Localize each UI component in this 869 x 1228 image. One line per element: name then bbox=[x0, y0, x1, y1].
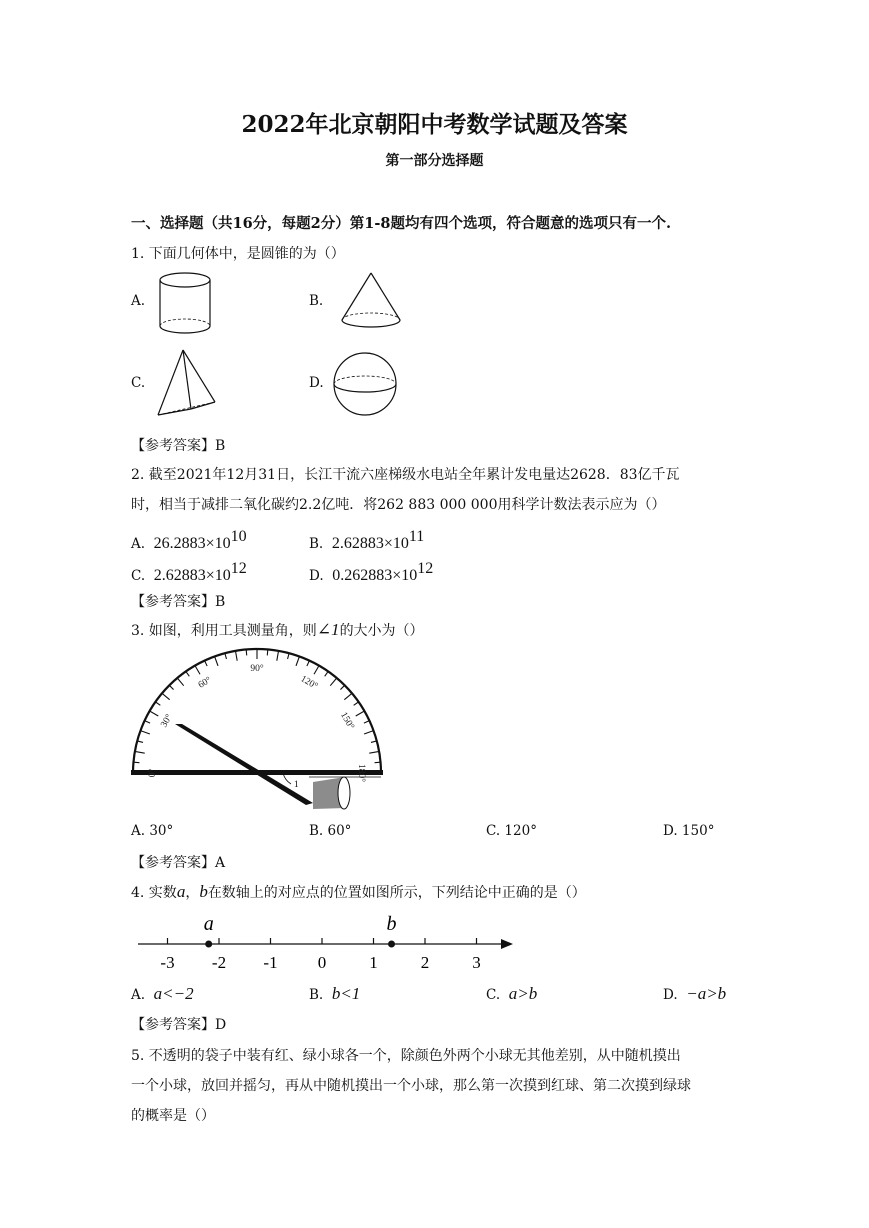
q4-option-c: C. a>b bbox=[486, 984, 538, 1003]
axis-tick-label: 2 bbox=[420, 953, 430, 972]
q3-stem: 3. 如图，利用工具测量角，则∠1的大小为（） bbox=[131, 620, 424, 639]
q4-option-a: A. a<−2 bbox=[131, 984, 194, 1003]
protractor-tick bbox=[369, 751, 379, 753]
q1-option-b-label: B. bbox=[309, 293, 324, 309]
q5-line3: 的概率是（） bbox=[131, 1108, 215, 1124]
q4-option-d: D. −a>b bbox=[663, 984, 727, 1003]
protractor-tick bbox=[162, 693, 170, 699]
protractor-tick bbox=[215, 656, 218, 665]
protractor-tick bbox=[356, 711, 365, 716]
protractor-label: 120° bbox=[298, 674, 320, 692]
number-line bbox=[133, 908, 518, 976]
protractor-tick bbox=[314, 666, 319, 675]
protractor-diagram bbox=[125, 645, 390, 815]
protractor-label: 90° bbox=[250, 664, 264, 675]
q3-answer: 【参考答案】A bbox=[131, 855, 226, 871]
q3-option-c: C. 120° bbox=[486, 823, 537, 839]
section-heading: 一、选择题（共16分，每题2分）第1-8题均有四个选项，符合题意的选项只有一个. bbox=[131, 215, 672, 232]
q4-stem: 4. 实数a，b在数轴上的对应点的位置如图所示，下列结论中正确的是（） bbox=[131, 882, 586, 901]
q1-option-d-label: D. bbox=[309, 375, 324, 391]
protractor-label: 60° bbox=[196, 675, 214, 691]
page-title: 2022年北京朝阳中考数学试题及答案 bbox=[241, 111, 628, 138]
axis-tick-label: -1 bbox=[263, 953, 278, 972]
q1-stem: 1. 下面几何体中，是圆锥的为（） bbox=[131, 246, 345, 262]
protractor-tick bbox=[330, 678, 336, 686]
protractor-tick bbox=[135, 751, 145, 753]
protractor-tick bbox=[344, 693, 352, 699]
angle-symbol: ∠1 bbox=[316, 620, 340, 639]
q1-answer: 【参考答案】B bbox=[131, 438, 226, 454]
point-label-b: b bbox=[386, 913, 397, 935]
protractor-tick bbox=[277, 651, 279, 661]
point-b bbox=[388, 941, 395, 948]
q4-answer: 【参考答案】D bbox=[131, 1017, 227, 1033]
q4-option-b: B. b<1 bbox=[309, 984, 361, 1003]
cylinder-icon bbox=[155, 268, 215, 338]
q3-option-a: A. 30° bbox=[131, 823, 174, 839]
axis-tick-label: -3 bbox=[160, 953, 175, 972]
q1-option-c-label: C. bbox=[131, 375, 146, 391]
q2-option-a: A. $26.2883\times 10^{10}$ bbox=[131, 528, 247, 552]
q1-option-a-label: A. bbox=[131, 293, 146, 309]
protractor-label: 150° bbox=[338, 710, 356, 732]
protractor-tick bbox=[296, 656, 299, 665]
protractor-tick bbox=[235, 651, 237, 661]
axis-tick-label: -2 bbox=[211, 953, 227, 972]
protractor-label: 180° bbox=[355, 763, 366, 783]
protractor-tick bbox=[150, 711, 159, 716]
q5-line2: 一个小球，放回并摇匀，再从中随机摸出一个小球，那么第一次摸到红球、第二次摸到绿球 bbox=[131, 1078, 691, 1094]
protractor-tick bbox=[140, 731, 149, 734]
q2-option-c: C. $2.62883\times 10^{12}$ bbox=[131, 560, 247, 584]
protractor-tick bbox=[364, 731, 373, 734]
angle-label: 1 bbox=[294, 779, 299, 789]
q2-line1: 2. 截至2021年12月31日，长江干流六座梯级水电站全年累计发电量达2628．83亿千瓦 bbox=[131, 467, 680, 483]
protractor-tick bbox=[195, 666, 200, 675]
sphere-icon bbox=[330, 350, 402, 418]
point-label-a: a bbox=[203, 913, 214, 935]
protractor-label: 0° bbox=[148, 768, 159, 778]
cone-icon bbox=[336, 270, 406, 332]
point-a bbox=[205, 941, 212, 948]
axis-tick-label: 3 bbox=[472, 953, 481, 972]
q2-answer: 【参考答案】B bbox=[131, 594, 226, 610]
protractor-tick bbox=[177, 678, 183, 686]
page-subtitle: 第一部分选择题 bbox=[385, 153, 484, 169]
axis-tick-label: 0 bbox=[317, 953, 327, 972]
q5-line1: 5. 不透明的袋子中装有红、绿小球各一个，除颜色外两个小球无其他差别，从中随机摸出 bbox=[131, 1048, 681, 1064]
q2-option-d: D. $0.262883\times 10^{12}$ bbox=[309, 560, 434, 584]
axis-tick-label: 1 bbox=[369, 953, 378, 972]
q2-line2: 时，相当于减排二氧化碳约2.2亿吨．将262 883 000 000用科学计数法表示应为（） bbox=[131, 497, 666, 513]
q2-option-b: B. $2.62883\times 10^{11}$ bbox=[309, 528, 425, 552]
ruler-bar bbox=[175, 724, 313, 805]
pyramid-icon bbox=[153, 347, 219, 419]
q3-option-d: D. 150° bbox=[663, 823, 715, 839]
q3-option-b: B. 60° bbox=[309, 823, 352, 839]
protractor-label: 30° bbox=[159, 712, 175, 730]
